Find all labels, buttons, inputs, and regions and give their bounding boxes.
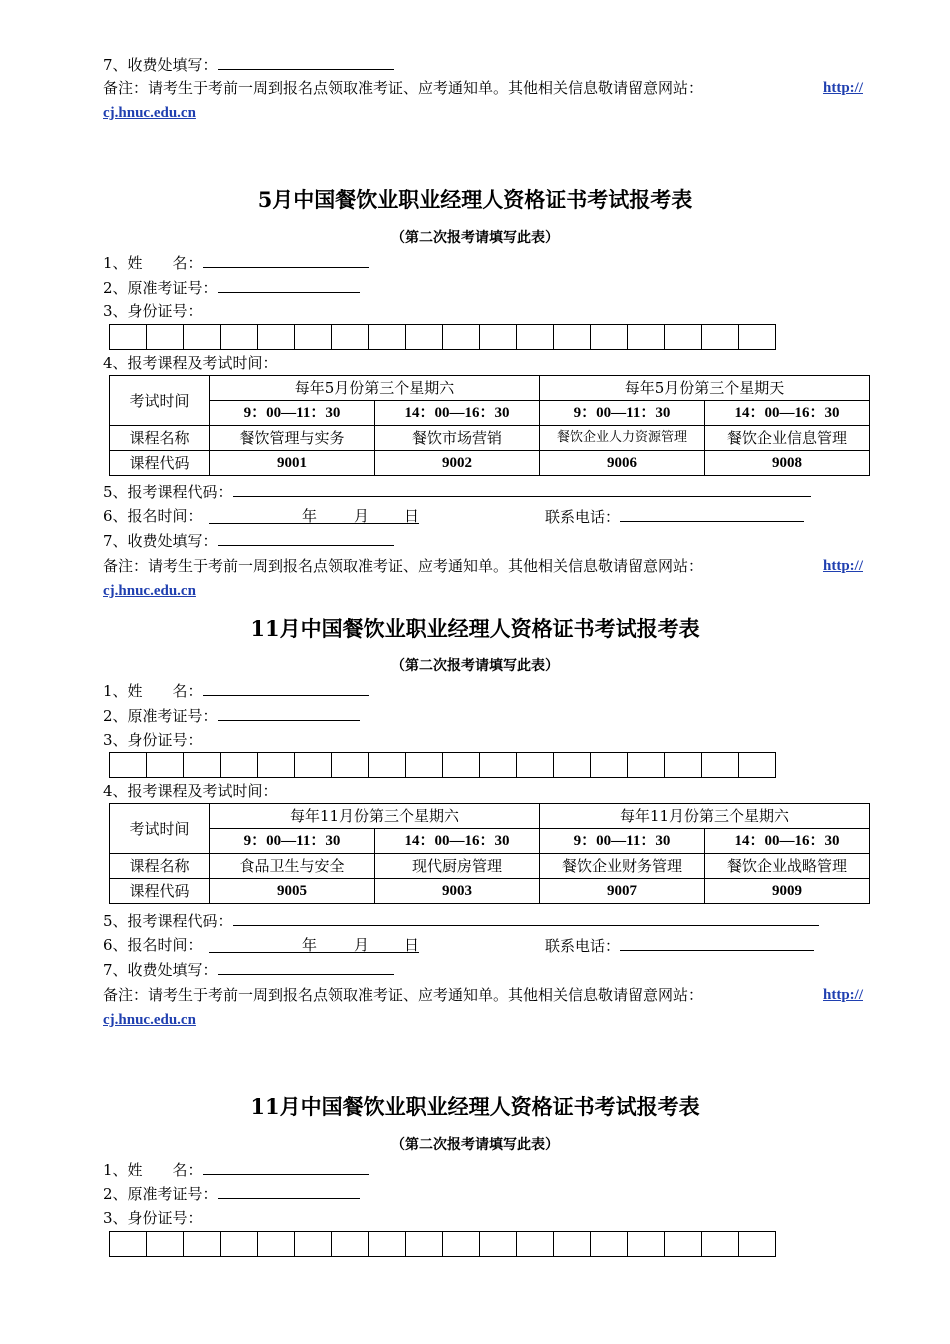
exam-day-2: 每年11月份第三个星期六 (540, 804, 870, 829)
course-code-cell: 9002 (375, 451, 540, 476)
old-id-line: 2、原准考证号： (103, 1183, 360, 1204)
course-label: 4、报考课程及考试时间： (103, 354, 278, 372)
note: 备注：请考生于考前一周到报名点领取准考证、应考通知单。其他相关信息敬请留意网站： http:// cj.hnuc.edu.cn (103, 554, 863, 603)
website-link-part1[interactable]: http:// (822, 987, 863, 1003)
month-label: 月 (354, 507, 370, 525)
exam-time-cell: 9：00—11：30 (210, 401, 375, 426)
day-label: 日 (404, 936, 420, 954)
course-name-cell: 餐饮企业战略管理 (705, 854, 870, 879)
old-id-line: 2、原准考证号： (103, 277, 360, 298)
exam-time-cell: 14：00—16：30 (375, 401, 540, 426)
form-subtitle: （第二次报考请填写此表） (391, 1137, 559, 1153)
course-code-header: 课程代码 (110, 451, 210, 476)
form-subtitle: （第二次报考请填写此表） (391, 230, 559, 246)
exam-day-1: 每年11月份第三个星期六 (210, 804, 540, 829)
course-name-cell: 餐饮企业人力资源管理 (540, 426, 705, 451)
course-code-cell: 9001 (210, 451, 375, 476)
website-link-part2[interactable]: cj.hnuc.edu.cn (103, 105, 196, 121)
course-code-cell: 9006 (540, 451, 705, 476)
course-name-header: 课程名称 (110, 854, 210, 879)
exam-time-header: 考试时间 (110, 804, 210, 854)
form-title: 5月中国餐饮业职业经理人资格证书考试报考表 (257, 187, 693, 212)
phone-line: 联系电话： (545, 506, 804, 527)
course-name-cell: 现代厨房管理 (375, 854, 540, 879)
course-name-cell: 餐饮市场营销 (375, 426, 540, 451)
phone-line: 联系电话： (545, 935, 814, 956)
id-number-boxes[interactable] (109, 752, 776, 778)
form-title: 11月中国餐饮业职业经理人资格证书考试报考表 (250, 616, 700, 641)
website-link-part2[interactable]: cj.hnuc.edu.cn (103, 1012, 196, 1028)
course-code-cell: 9008 (705, 451, 870, 476)
course-code-field[interactable] (233, 910, 819, 926)
fee-blank[interactable] (218, 530, 394, 546)
course-code-cell: 9007 (540, 879, 705, 904)
id-label-line: 3、身份证号： (103, 302, 203, 320)
course-code-cell: 9009 (705, 879, 870, 904)
course-label: 4、报考课程及考试时间： (103, 782, 278, 800)
name-field[interactable] (203, 252, 369, 268)
exam-day-2: 每年5月份第三个星期天 (540, 376, 870, 401)
name-field[interactable] (203, 680, 369, 696)
year-label: 年 (302, 507, 318, 525)
fee-blank[interactable] (218, 959, 394, 975)
course-code-line: 5、报考课程代码： (103, 481, 811, 502)
course-code-header: 课程代码 (110, 879, 210, 904)
old-id-line: 2、原准考证号： (103, 705, 360, 726)
exam-day-1: 每年5月份第三个星期六 (210, 376, 540, 401)
date-label: 6、报名时间： (103, 507, 203, 525)
fee-line: 7、收费处填写： (103, 959, 394, 980)
exam-time-cell: 14：00—16：30 (705, 401, 870, 426)
year-label: 年 (302, 936, 318, 954)
exam-time-cell: 9：00—11：30 (540, 829, 705, 854)
name-line: 1、姓 名： (103, 680, 369, 701)
old-id-field[interactable] (218, 705, 360, 721)
course-name-cell: 餐饮企业信息管理 (705, 426, 870, 451)
old-id-field[interactable] (218, 1183, 360, 1199)
name-field[interactable] (203, 1159, 369, 1175)
form-title: 11月中国餐饮业职业经理人资格证书考试报考表 (250, 1094, 700, 1119)
id-label-line: 3、身份证号： (103, 1209, 203, 1227)
course-name-header: 课程名称 (110, 426, 210, 451)
old-id-field[interactable] (218, 277, 360, 293)
course-table (109, 803, 870, 904)
course-name-cell: 餐饮管理与实务 (210, 426, 375, 451)
id-number-boxes[interactable] (109, 1231, 776, 1257)
fee-line: 7、收费处填写： (103, 54, 394, 75)
course-name-cell: 食品卫生与安全 (210, 854, 375, 879)
course-table (109, 375, 870, 476)
website-link-part1[interactable]: http:// (822, 558, 863, 574)
note: 备注：请考生于考前一周到报名点领取准考证、应考通知单。其他相关信息敬请留意网站： http:// cj.hnuc.edu.cn (103, 76, 863, 125)
date-label: 6、报名时间： (103, 936, 203, 954)
phone-field[interactable] (620, 935, 814, 951)
exam-time-cell: 9：00—11：30 (540, 401, 705, 426)
phone-field[interactable] (620, 506, 804, 522)
id-label-line: 3、身份证号： (103, 731, 203, 749)
exam-time-cell: 9：00—11：30 (210, 829, 375, 854)
fee-line: 7、收费处填写： (103, 530, 394, 551)
fee-blank[interactable] (218, 54, 394, 70)
course-name-cell: 餐饮企业财务管理 (540, 854, 705, 879)
website-link-part1[interactable]: http:// (822, 80, 863, 96)
form-subtitle: （第二次报考请填写此表） (391, 658, 559, 674)
day-label: 日 (404, 507, 420, 525)
name-line: 1、姓 名： (103, 252, 369, 273)
exam-time-header: 考试时间 (110, 376, 210, 426)
exam-time-cell: 14：00—16：30 (375, 829, 540, 854)
website-link-part2[interactable]: cj.hnuc.edu.cn (103, 583, 196, 599)
note: 备注：请考生于考前一周到报名点领取准考证、应考通知单。其他相关信息敬请留意网站： http:// cj.hnuc.edu.cn (103, 983, 863, 1032)
course-code-cell: 9005 (210, 879, 375, 904)
exam-time-cell: 14：00—16：30 (705, 829, 870, 854)
course-code-cell: 9003 (375, 879, 540, 904)
id-number-boxes[interactable] (109, 324, 776, 350)
month-label: 月 (354, 936, 370, 954)
name-line: 1、姓 名： (103, 1159, 369, 1180)
course-code-field[interactable] (233, 481, 811, 497)
course-code-line: 5、报考课程代码： (103, 910, 819, 931)
